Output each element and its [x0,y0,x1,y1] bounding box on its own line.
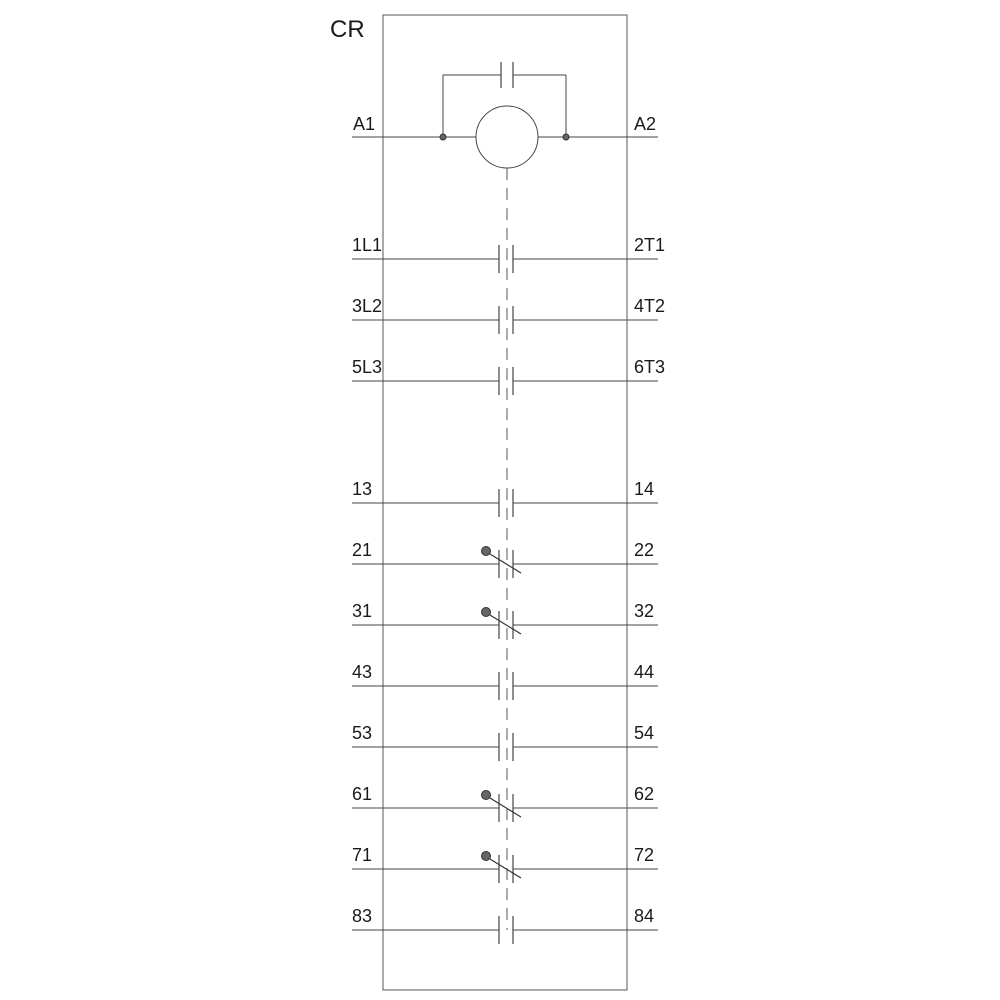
contact-right-terminal-label: 44 [634,662,655,682]
contact-right-terminal-label: 6T3 [634,357,666,377]
nc-contact-pivot-dot [482,547,491,556]
contact-row [352,540,658,578]
contact-right-terminal-label: 72 [634,845,655,865]
contact-left-terminal-label: 31 [352,601,373,621]
contact-rows [352,235,665,944]
contact-left-terminal-label: 13 [352,479,373,499]
contact-left-terminal-label: 21 [352,540,373,560]
contact-row [352,723,658,761]
contact-left-terminal-label: 83 [352,906,373,926]
nc-contact-pivot-dot [482,608,491,617]
contact-row [352,357,665,395]
contact-right-terminal-label: 62 [634,784,655,804]
contact-left-terminal-label: 1L1 [352,235,383,255]
coil-circle [476,106,538,168]
contact-left-terminal-label: 43 [352,662,373,682]
contact-row [352,479,658,517]
contact-right-terminal-label: 32 [634,601,655,621]
coil-left-terminal-label: A1 [353,114,376,134]
contact-right-terminal-label: 84 [634,906,655,926]
contact-row [352,662,658,700]
junction-dot-left [440,134,446,140]
coil-row [352,62,658,168]
contact-left-terminal-label: 53 [352,723,373,743]
contact-left-terminal-label: 71 [352,845,373,865]
contact-left-terminal-label: 3L2 [352,296,383,316]
contact-row [352,601,658,639]
contact-right-terminal-label: 14 [634,479,655,499]
device-label: CR [330,16,365,43]
junction-dot-right [563,134,569,140]
contact-right-terminal-label: 4T2 [634,296,666,316]
contact-row [352,906,658,944]
contact-row [352,296,665,334]
contact-right-terminal-label: 2T1 [634,235,666,255]
contact-row [352,845,658,883]
contact-left-terminal-label: 5L3 [352,357,383,377]
contact-left-terminal-label: 61 [352,784,373,804]
suppressor-wire [443,75,500,137]
coil-right-terminal-label: A2 [634,114,657,134]
nc-contact-pivot-dot [482,791,491,800]
contact-right-terminal-label: 22 [634,540,655,560]
contact-row [352,784,658,822]
nc-contact-pivot-dot [482,852,491,861]
contact-row [352,235,665,273]
contact-right-terminal-label: 54 [634,723,655,743]
